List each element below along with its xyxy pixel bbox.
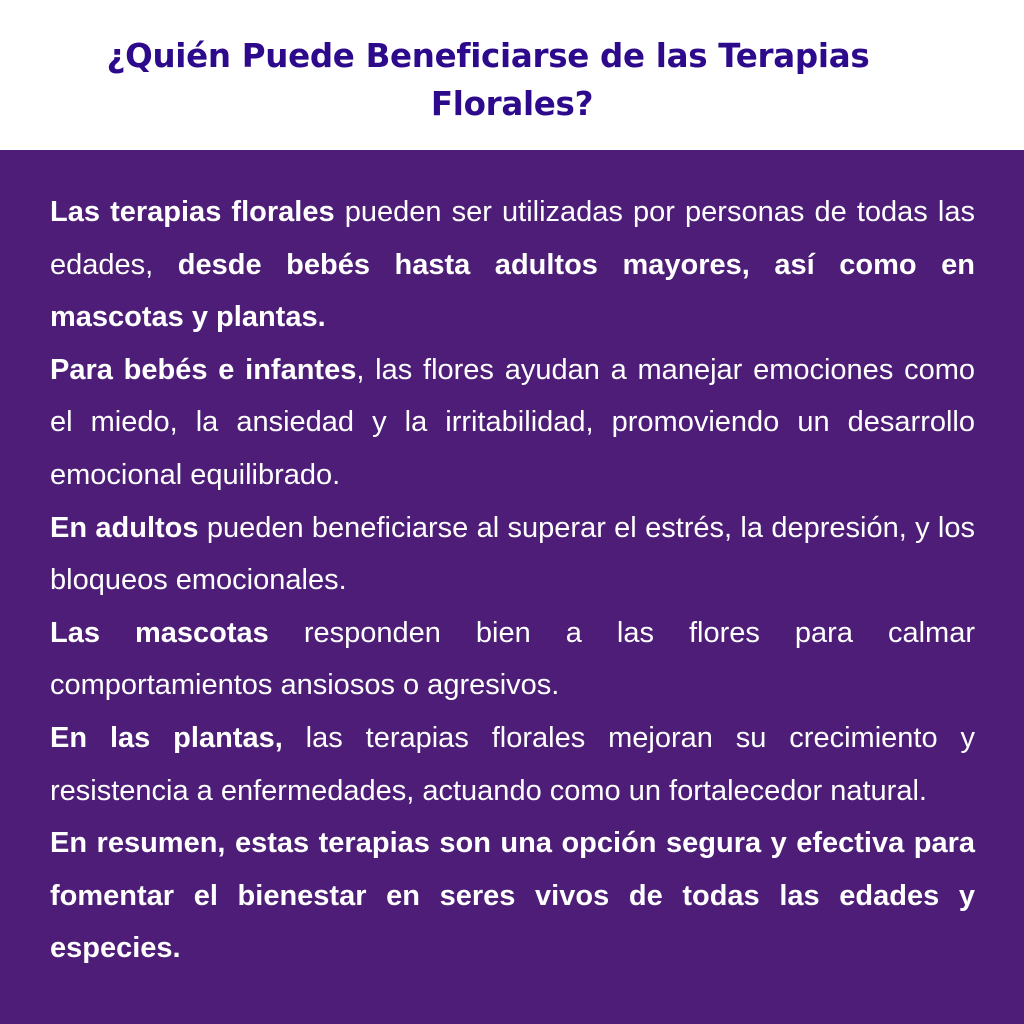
page-title <box>0 32 1024 128</box>
title-line-1: ¿Quién Puede Beneficiarse de las Terapias <box>106 37 870 75</box>
pets-text: responden bien a las flores para calmar comportamientos ansiosos o agresivos. <box>50 616 975 702</box>
paragraph-babies <box>50 344 975 502</box>
paragraph-pets <box>50 607 975 712</box>
pets-bold: Las mascotas <box>50 616 269 649</box>
intro-bold-2: desde bebés hasta adultos mayores, así como en mascotas y plantas. <box>50 248 975 334</box>
paragraph-intro <box>50 186 975 344</box>
babies-text: , las flores ayudan a manejar emociones como el miedo, la ansiedad y la irritabilidad, promoviendo un desarrollo emocional equilibrado. <box>50 353 976 491</box>
header <box>0 0 1024 150</box>
body-text <box>50 186 975 975</box>
plants-text: las terapias florales mejoran su crecimiento y resistencia a enfermedades, actuando como un fortalecedor natural. <box>50 721 975 807</box>
paragraph-summary: En resumen, estas terapias son una opción segura y efectiva para fomentar el bienestar en seres vivos de todas las edades y especies. <box>50 827 975 965</box>
adults-bold: En adultos <box>50 511 199 544</box>
babies-bold: Para bebés e infantes <box>50 353 357 386</box>
title-line-2: Florales? <box>430 85 594 123</box>
adults-text: pueden beneficiarse al superar el estrés, la depresión, y los bloqueos emocionales. <box>50 511 975 597</box>
plants-bold: En las plantas, <box>50 721 283 754</box>
intro-bold-1: Las terapias florales <box>50 196 335 228</box>
paragraph-plants <box>50 712 975 817</box>
intro-text-1: pueden ser utilizadas por personas de todas las edades, <box>50 196 975 281</box>
paragraph-adults <box>50 502 975 607</box>
